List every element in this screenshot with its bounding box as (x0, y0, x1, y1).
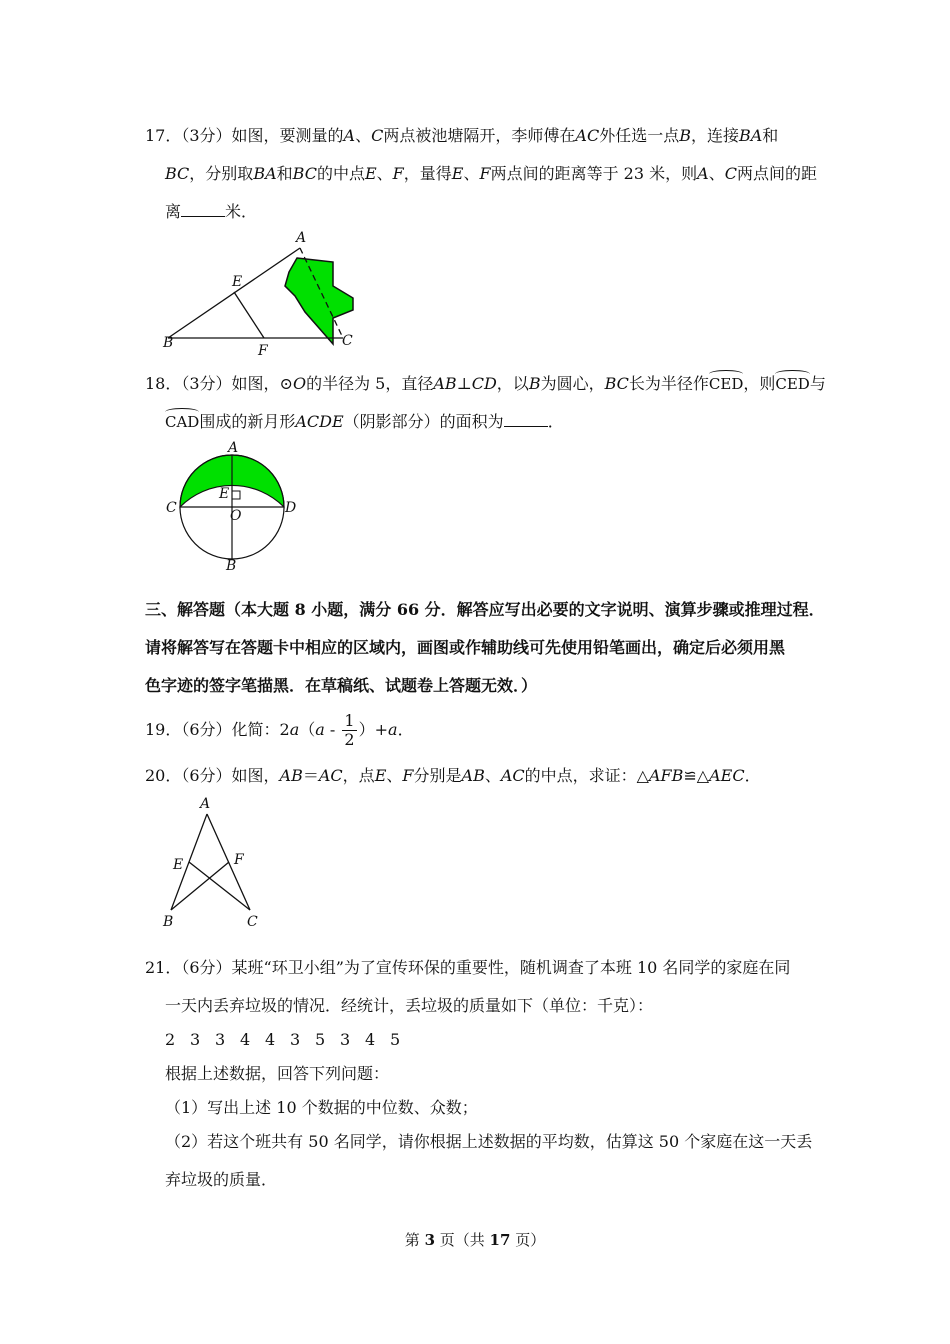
label-A: A (228, 440, 239, 456)
data-value: 4 (265, 1030, 276, 1049)
label-C: C (342, 333, 353, 349)
q21-line-5: （1）写出上述 10 个数据的中位数、众数； (165, 1098, 478, 1117)
label-E: E (219, 486, 230, 502)
fraction-one-half: $\frac{1}{2}$ (344, 711, 355, 749)
section-3-line-1: 三、解答题（本大题 8 小题，满分 66 分．解答应写出必要的文字说明、演算步骤或推理过程． (145, 600, 825, 619)
answer-blank (181, 202, 225, 217)
data-value: 5 (390, 1030, 401, 1049)
q21-line-7: 弃垃圾的质量． (165, 1170, 278, 1189)
label-A: A (200, 796, 211, 812)
right-angle-mark (232, 491, 240, 499)
data-value: 3 (190, 1030, 201, 1049)
label-A: A (296, 230, 307, 246)
label-D: D (285, 500, 297, 516)
q21-line-2: 一天内丢弃垃圾的情况．经统计，丢垃圾的质量如下（单位：千克）： (165, 996, 654, 1015)
q19: 19．（6分）化简：2a（a - $\frac{1}{2}$ ）+a． (145, 711, 414, 749)
data-value: 5 (315, 1030, 326, 1049)
pond-shape (285, 258, 353, 344)
answer-blank (504, 412, 548, 427)
section-3-line-2: 请将解答写在答题卡中相应的区域内，画图或作辅助线可先使用铅笔画出，确定后必须用黑 (145, 638, 786, 657)
label-C: C (166, 500, 177, 516)
q17-line-1: 17．（3分）如图，要测量的A、C两点被池塘隔开，李师傅在AC外任选一点B，连接BA和 (145, 126, 779, 145)
label-E: E (232, 274, 243, 290)
q17-line-3: 离 米． (165, 202, 258, 221)
page-footer: 第 3 页（共 17 页） (404, 1231, 546, 1249)
label-B: B (226, 558, 237, 574)
arc-CED: CED (775, 370, 809, 394)
data-value: 3 (215, 1030, 226, 1049)
label-F: F (234, 852, 244, 868)
label-E: E (173, 857, 184, 873)
arc-CED: CED (709, 370, 743, 394)
q17-line-2: BC，分别取BA和BC的中点E、F，量得E、F两点间的距离等于 23 米，则A、C两点间的距 (165, 164, 817, 183)
data-value: 2 (165, 1030, 176, 1049)
q18-line-2: CAD围成的新月形ACDE（阴影部分）的面积为 ． (165, 408, 564, 432)
label-C: C (247, 914, 258, 930)
label-F: F (258, 343, 268, 358)
section-3-line-3: 色字迹的签字笔描黑．在草稿纸、试题卷上答题无效．） (145, 676, 538, 695)
label-B: B (163, 914, 174, 930)
data-value: 3 (340, 1030, 351, 1049)
segment-EF (234, 292, 264, 338)
q20: 20．（6分）如图，AB＝AC，点E、F分别是AB、AC的中点，求证：△AFB≌△AEC． (145, 766, 761, 785)
q21-line-6: （2）若这个班共有 50 名同学，请你根据上述数据的平均数，估算这 50 个家庭在这一天丢 (165, 1132, 813, 1151)
page-total: 17 (489, 1231, 511, 1249)
label-O: O (230, 508, 242, 524)
page-number: 3 (424, 1231, 435, 1249)
label-B: B (163, 335, 174, 351)
q20-figure (155, 792, 270, 932)
data-value: 4 (365, 1030, 376, 1049)
q17-figure (155, 228, 365, 358)
data-value: 4 (240, 1030, 251, 1049)
q21-line-1: 21．（6分）某班“环卫小组”为了宣传环保的重要性，随机调查了本班 10 名同学的家庭在同 (145, 958, 791, 977)
q18-line-1: 18．（3分）如图，⊙O的半径为 5，直径AB⊥CD，以B为圆心，BC长为半径作CED，则CED与 (145, 370, 826, 394)
arc-CAD: CAD (165, 408, 199, 432)
q18-figure (160, 436, 300, 576)
data-value: 3 (290, 1030, 301, 1049)
q21-line-4: 根据上述数据，回答下列问题： (165, 1064, 390, 1083)
q21-data-row (165, 1030, 415, 1050)
